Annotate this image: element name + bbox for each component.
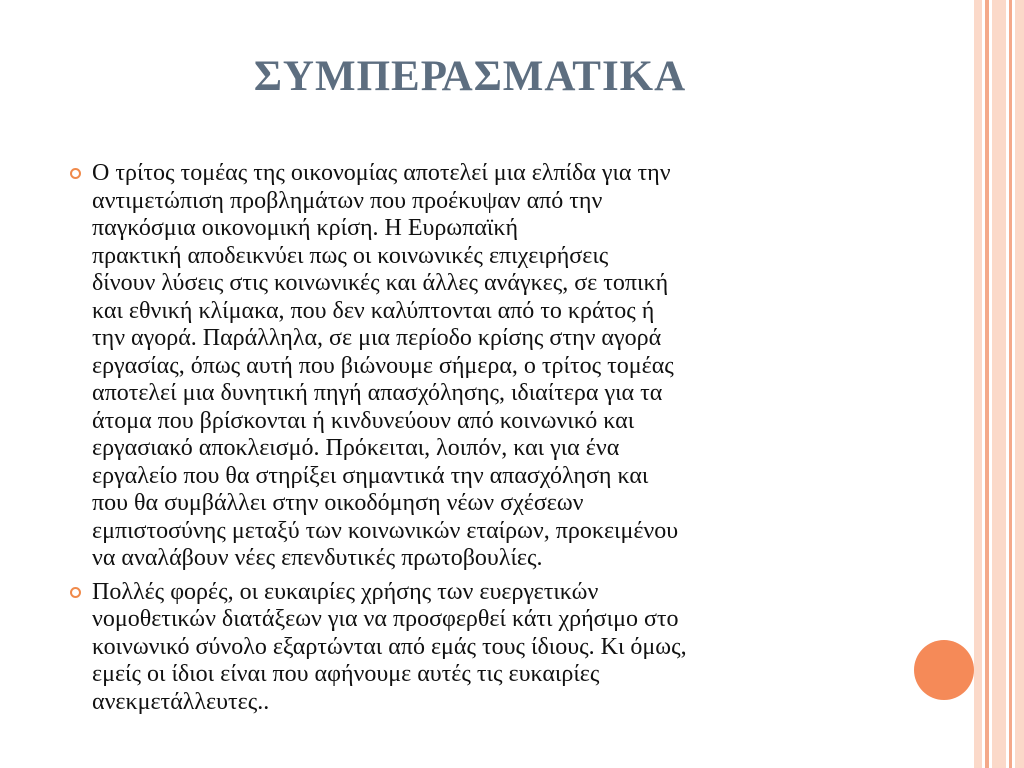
bullet-circle-icon: [70, 587, 81, 598]
bullet-text: Ο τρίτος τομέας της οικονομίας αποτελεί μια ελπίδα για την αντιμετώπιση προβλημάτων που προέκυψαν από την παγκόσμια οικονομική κρίση. Η Ευρωπαϊκή πρακτική αποδεικνύει πως οι κοινωνικές επιχειρήσεις δίνουν λύσεις στις κοινωνικές και άλλες ανάγκες, σε τοπική και εθνική κλίμακα, που δεν καλύπτονται από το κράτος ή την αγορά. Παράλληλα, σε μια περίοδο κρίσης στην αγορά εργασίας, όπως αυτή που βιώνουμε σήμερα, ο τρίτος τομέας αποτελεί μια δυνητική πηγή απασχόλησης, ιδιαίτερα για τα άτομα που βρίσκονται ή κινδυνεύουν από κοινωνικό και εργασιακό αποκλεισμό. Πρόκειται, λοιπόν, και για ένα εργαλείο που θα στηρίξει σημαντικά την απασχόληση και που θα συμβάλλει στην οικοδόμηση νέων σχέσεων εμπιστοσύνης μεταξύ των κοινωνικών εταίρων, προκειμένου να αναλάβουν νέες επενδυτικές πρωτοβουλίες.: [92, 160, 679, 571]
decorative-stripe: [974, 0, 982, 768]
decorative-stripe: [1015, 0, 1024, 768]
bullet-circle-icon: [70, 168, 81, 179]
bullet-item: [70, 160, 890, 573]
decorative-stripe: [985, 0, 989, 768]
bullet-item: [70, 579, 890, 717]
slide-body: [70, 160, 890, 722]
slide-title: ΣΥΜΠΕΡΑΣΜΑΤΙΚΑ: [253, 53, 687, 100]
decorative-circle-icon: [914, 640, 974, 700]
decorative-stripe: [992, 0, 1006, 768]
decorative-stripe: [1009, 0, 1012, 768]
bullet-text: Πολλές φορές, οι ευκαιρίες χρήσης των ευεργετικών νομοθετικών διατάξεων για να προσφερθεί κάτι χρήσιμο στο κοινωνικό σύνολο εξαρτώνται από εμάς τους ίδιους. Κι όμως, εμείς οι ίδιοι είναι που αφήνουμε αυτές τις ευκαιρίες ανεκμετάλλευτες..: [92, 578, 687, 715]
